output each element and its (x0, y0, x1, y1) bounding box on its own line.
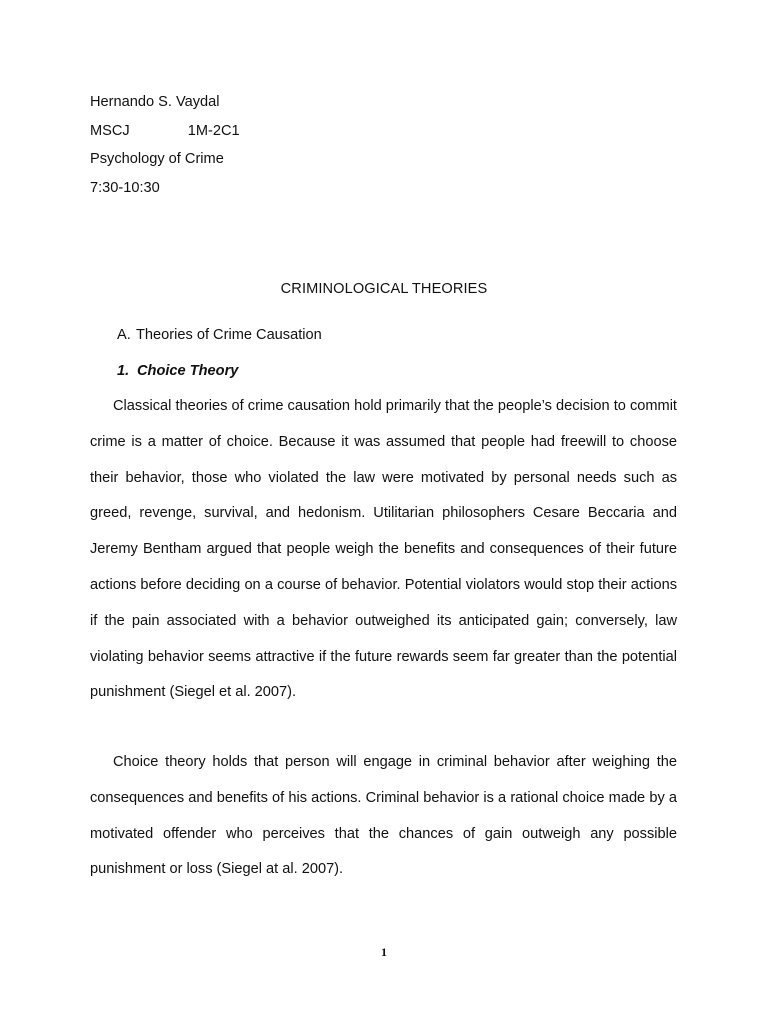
page-number: 1 (381, 945, 387, 959)
body-paragraph-1: Classical theories of crime causation hold primarily that the people’s decision to commit crime is a matter of choice. Because it was assumed that people had freewill to choose their behavior, those who violated the law were motivated by personal needs such as greed, revenge, survival, and hedonism. Utilitarian philosophers Cesare Beccaria and Jeremy Bentham argued that people weigh the benefits and consequences of their future actions before deciding on a course of behavior. Potential violators would stop their actions if the pain associated with a behavior outweighed its anticipated gain; conversely, law violating behavior seems attractive if the future rewards seem far greater than the potential punishment (Siegel et al. 2007). (90, 398, 677, 701)
subsection-title: Choice Theory (137, 363, 239, 379)
section-letter: A. (117, 327, 131, 343)
course-name: Psychology of Crime (90, 151, 224, 167)
class-schedule: 7:30-10:30 (90, 179, 160, 196)
author-name: Hernando S. Vaydal (90, 94, 220, 110)
section-heading (117, 325, 322, 345)
section-title: Theories of Crime Causation (136, 327, 322, 343)
subsection-number: 1. (117, 363, 130, 379)
program-section-line (90, 121, 240, 150)
body-paragraph-2: Choice theory holds that person will engage in criminal behavior after weighing the consequences and benefits of his actions. Criminal behavior is a rational choice made by a motivated offender who perceives that the chances of gain outweigh any possible punishment or loss (Siegel at al. 2007). (90, 754, 677, 878)
program-code: MSCJ (90, 122, 130, 139)
subsection-heading (117, 361, 238, 381)
section-code: 1M-2C1 (187, 122, 240, 139)
author-info-block (90, 92, 240, 206)
document-title: CRIMINOLOGICAL THEORIES (280, 281, 488, 297)
